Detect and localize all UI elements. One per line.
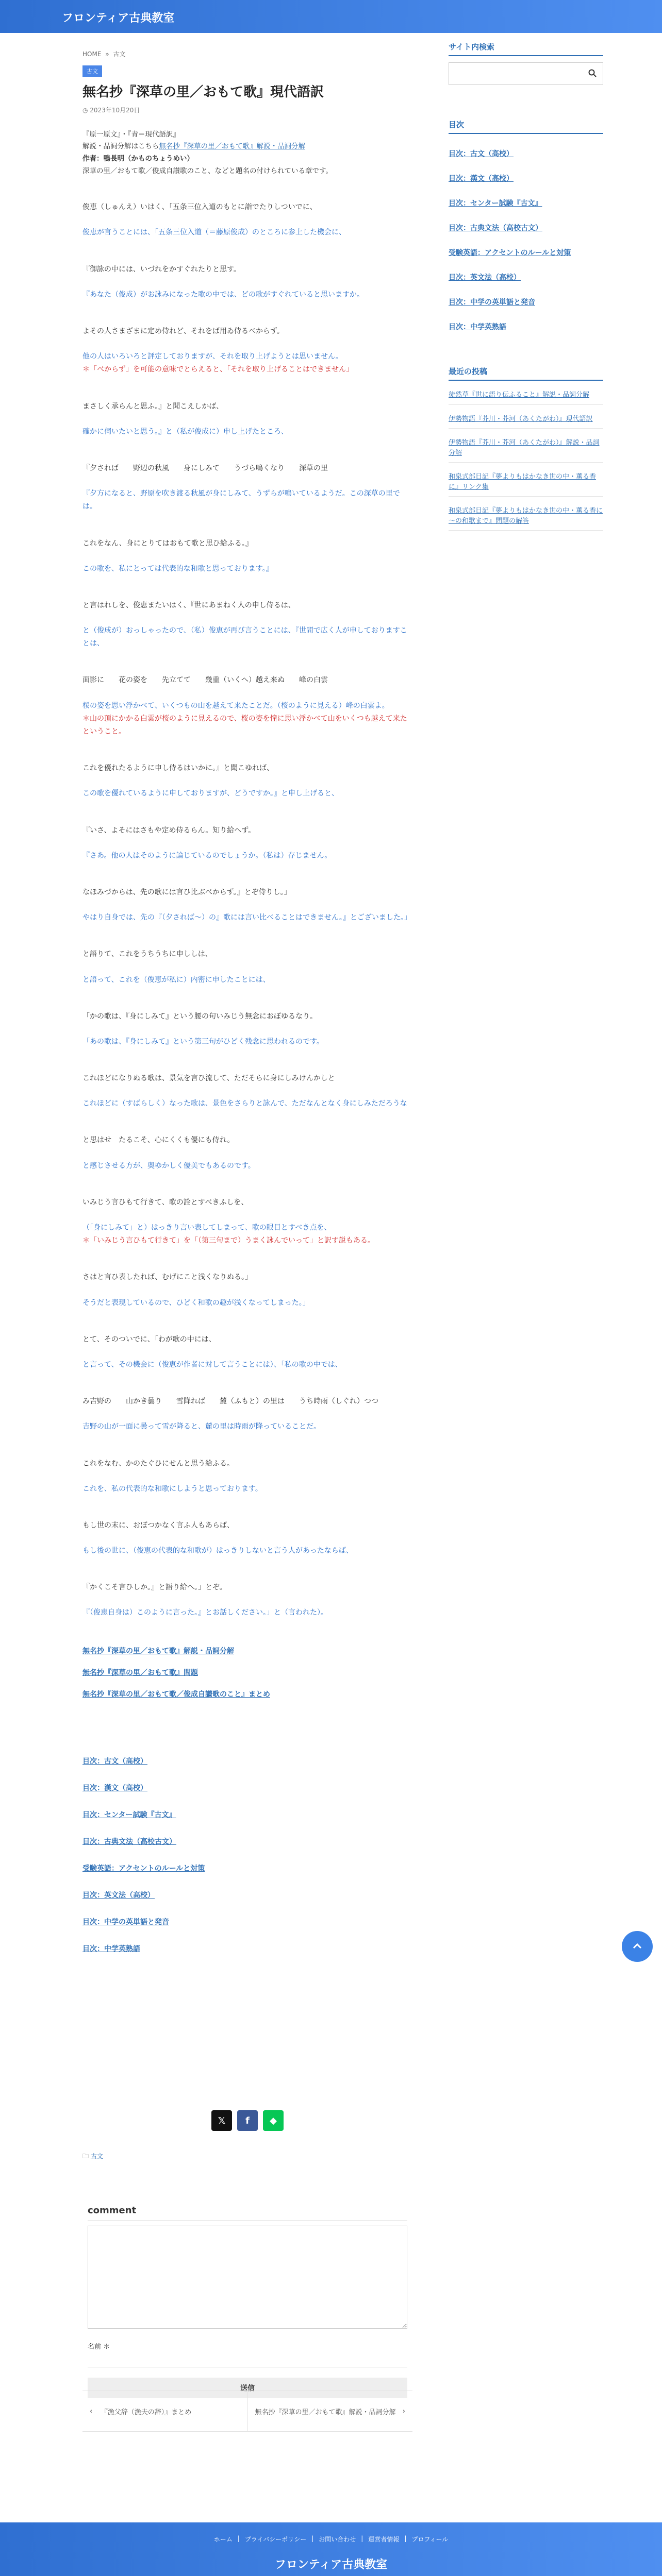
- translation-text: 他の人はいろいろと評定しておりますが、それを取り上げようとは思いません。: [82, 352, 343, 361]
- original-text: なほみづからは、先の歌には言ひ比ぶべからず。』とぞ侍りし。」: [82, 888, 291, 896]
- share-facebook-button[interactable]: f: [237, 2110, 258, 2131]
- translation-text: 確かに伺いたいと思う。』と（私が俊成に）申し上げたところ、: [82, 427, 288, 436]
- name-label: 名前 ＊: [88, 2343, 110, 2351]
- search-icon[interactable]: [588, 69, 597, 77]
- toc-link[interactable]: 目次：英文法（高校）: [82, 1891, 155, 1900]
- translation-text: 『さあ。他の人はそのように論じているのでしょうか。（私は）存じません。: [82, 851, 332, 860]
- original-text: 「かの歌は、『身にしみて』という腰の句いみじう無念におぼゆるなり。: [82, 1012, 317, 1021]
- original-text: と言はれしを、俊恵またいはく、『世にあまねく人の申し侍るは、: [82, 601, 295, 609]
- text-pair: [82, 762, 412, 800]
- text-pair: [82, 1395, 412, 1433]
- sidebar-toc: [449, 116, 603, 332]
- article-links: [82, 1646, 412, 1699]
- post-navigation: [82, 2391, 412, 2432]
- next-post-title: 無名抄『深草の里／おもて歌』解説・品詞分解: [255, 2408, 396, 2416]
- toc-link[interactable]: 目次：中学の英単語と発音: [82, 1918, 169, 1926]
- footer-link-contact[interactable]: お問い合わせ: [319, 2536, 356, 2543]
- post-date: [82, 106, 412, 114]
- annotation-note: ＊山の頂にかかる白雲が桜のように見えるので、桜の姿を憧に思い浮かべて山をいくつも越えて来たということ。: [82, 714, 407, 736]
- sidebar-toc-link[interactable]: 目次：中学英熟語: [449, 323, 506, 331]
- clock-icon: ◷: [82, 106, 90, 114]
- toc-link[interactable]: 受験英語：アクセントのルールと対策: [82, 1864, 205, 1873]
- text-pair: [82, 824, 412, 862]
- text-pair: [82, 462, 412, 514]
- text-pairs: [82, 201, 412, 1619]
- translation-text: 桜の姿を思い浮かべて、いくつもの山を越えて来たことだ。（桜のように見える）峰の白雲よ。: [82, 701, 389, 710]
- translation-text: 『（俊恵自身は）このように言った。』とお話しください。」と（言われた）。: [82, 1608, 328, 1617]
- search-box: [449, 62, 603, 85]
- original-text: と語りて、これをうちうちに申ししは、: [82, 950, 212, 959]
- original-text: 面影に 花の姿を 先立てて 幾重（いくへ）越え来ぬ 峰の白雲: [82, 676, 328, 685]
- main-content: [82, 49, 412, 1970]
- scroll-top-button[interactable]: [622, 1931, 653, 1962]
- original-text: まさしく承らんと思ふ。』と聞こえしかば、: [82, 402, 224, 411]
- share-x-button[interactable]: 𝕏: [211, 2110, 232, 2131]
- text-pair: [82, 1271, 412, 1309]
- breadcrumb-separator: »: [105, 50, 109, 58]
- text-pair: [82, 599, 412, 651]
- translation-text: この歌を優れているように申しておりますが、どうですか。』と申し上げると、: [82, 789, 339, 798]
- text-pair: [82, 948, 412, 986]
- text-pair: [82, 1581, 412, 1619]
- breadcrumb-category[interactable]: 古文: [113, 50, 126, 58]
- footer-link-privacy[interactable]: プライバシーポリシー: [244, 2536, 307, 2543]
- recent-post-link[interactable]: 和泉式部日記『夢よりもはかなき世の中・薫る香に～の和歌まで』問題の解答: [449, 506, 603, 531]
- post-date-text: 2023年10月20日: [90, 106, 140, 114]
- text-pair: [82, 1134, 412, 1172]
- sidebar-recent-heading: 最近の投稿: [449, 363, 603, 381]
- annotation-note: ＊「べからず」を可能の意味でとらえると、「それを取り上げることはできません」: [82, 365, 353, 374]
- text-pair: [82, 1010, 412, 1048]
- original-text: 俊恵（しゅんえ）いはく、「五条三位入道のもとに詣でたりしついでに、: [82, 203, 317, 212]
- text-pair: [82, 1458, 412, 1496]
- text-pair: [82, 674, 412, 738]
- intro-link-line: [82, 141, 412, 153]
- original-text: これをなむ、かのたぐひにせんと思う給ふる。: [82, 1459, 234, 1468]
- translation-text: これを、私の代表的な和歌にしようと思っております。: [82, 1484, 262, 1493]
- text-pair: [82, 325, 412, 377]
- text-pair: [82, 1196, 412, 1248]
- comment-title: comment: [88, 2205, 407, 2221]
- recent-post-link[interactable]: 和泉式部日記『夢よりもはかなき世の中・薫る香に』リンク集: [449, 472, 603, 497]
- intro-link-prefix: 解説・品詞分解はこちら: [82, 142, 159, 151]
- site-title[interactable]: フロンティア古典教室: [62, 12, 175, 25]
- original-text: よその人さまざまに定め侍れど、それをば用ゐ侍るべからず。: [82, 327, 284, 336]
- prev-post-title: 『漁父辞（漁夫の辞）』まとめ: [101, 2408, 192, 2416]
- text-pair: [82, 263, 412, 301]
- toc-link[interactable]: 目次：古文（高校）: [82, 1757, 147, 1766]
- sidebar-toc-link[interactable]: 目次：英文法（高校）: [449, 274, 521, 282]
- sidebar: [449, 38, 603, 531]
- toc-link[interactable]: 目次：漢文（高校）: [82, 1784, 147, 1792]
- translation-text: と（俊成が）おっしゃったので、（私）俊恵が再び言うことには、『世間で広く人が申しておりますことは、: [82, 626, 407, 648]
- text-pair: [82, 537, 412, 575]
- comment-form: [88, 2205, 407, 2398]
- toc-links: [82, 1756, 412, 1954]
- prev-post-link[interactable]: [82, 2391, 247, 2431]
- translation-text: この歌を、私にとっては代表的な和歌と思っております。』: [82, 564, 273, 573]
- sidebar-recent: [449, 363, 603, 531]
- tag-link[interactable]: 古文: [90, 2153, 103, 2160]
- translation-text: 『あなた（俊成）がお詠みになった歌の中では、どの歌がすぐれていると思いますか。: [82, 290, 364, 299]
- breadcrumb: [82, 49, 412, 58]
- original-text: 『御詠の中には、いづれをかすぐれたりと思す。: [82, 265, 241, 274]
- search-input[interactable]: [449, 63, 603, 84]
- text-pair: [82, 1519, 412, 1557]
- footer-links: [0, 2535, 662, 2544]
- translation-text: 吉野の山が一面に曇って雪が降ると、麓の里は時雨が降っていることだ。: [82, 1422, 321, 1431]
- translation-text: と語って、これを（俊恵が私に）内密に申したことには、: [82, 975, 270, 984]
- text-pair: [82, 1333, 412, 1371]
- translation-text: 「あの歌は、『身にしみて』という第三句がひどく残念に思われるのです。: [82, 1037, 324, 1046]
- share-line-button[interactable]: ◆: [263, 2110, 284, 2131]
- footer-link-operator[interactable]: 運営者情報: [368, 2536, 400, 2543]
- sidebar-toc-link[interactable]: 目次：中学の英単語と発音: [449, 298, 535, 307]
- original-text: 『夕されば 野辺の秋風 身にしみて うづら鳴くなり 深草の里: [82, 464, 328, 472]
- folder-icon: 🗀: [82, 2153, 91, 2160]
- footer-link-profile[interactable]: プロフィール: [411, 2536, 449, 2543]
- chevron-left-icon: ‹: [90, 2407, 101, 2415]
- translation-text: 俊恵が言うことには、「五条三位入道（＝藤原俊成）のところに参上した機会に、: [82, 228, 346, 237]
- text-pair: [82, 201, 412, 239]
- recent-post-link[interactable]: 伊勢物語『芥川・芥河（あくたがわ）』現代語訳: [449, 414, 603, 429]
- chevron-up-icon: [632, 1941, 643, 1952]
- site-footer: [0, 2522, 662, 2576]
- translation-text: もし後の世に、（俊恵の代表的な和歌が）はっきりしないと言う人があったならば、: [82, 1547, 353, 1555]
- toc-link[interactable]: 目次：古典文法（高校古文）: [82, 1837, 176, 1846]
- footer-separator: |: [237, 2535, 240, 2542]
- name-input[interactable]: [88, 2355, 407, 2367]
- original-text: み吉野の 山かき曇り 雪降れば 麓（ふもと）の里は うち時雨（しぐれ）つつ: [82, 1397, 378, 1406]
- toc-link[interactable]: 目次：センター試験『古文』: [82, 1810, 176, 1819]
- sidebar-toc-link[interactable]: 目次：漢文（高校）: [449, 175, 514, 183]
- breadcrumb-home[interactable]: HOME: [82, 50, 102, 58]
- sidebar-toc-link[interactable]: 目次：センター試験『古文』: [449, 199, 542, 208]
- next-post-link[interactable]: [247, 2391, 413, 2431]
- footer-separator: |: [311, 2535, 314, 2542]
- original-text: これほどになりぬる歌は、景気を言ひ流して、ただそらに身にしみけんかしと: [82, 1074, 335, 1083]
- translation-text: やはり自身では、先の『（夕されば～）の』歌には言い比べることはできません。』とございました。」: [82, 913, 411, 922]
- article-link-commentary[interactable]: 無名抄『深草の里／おもて歌』解説・品詞分解: [82, 1647, 234, 1655]
- post-tags: [82, 2151, 103, 2162]
- article-link-questions[interactable]: 無名抄『深草の里／おもて歌』問題: [82, 1668, 198, 1677]
- translation-text: （「身にしみて」と）はっきり言い表してしまって、歌の眼目とすべき点を、: [82, 1224, 332, 1232]
- translation-text: 『夕方になると、野原を吹き渡る秋風が身にしみて、うずらが鳴いているようだ。この深草の里では。: [82, 489, 400, 511]
- intro-description: 深草の里／おもて歌／俊成自讃歌のこと、などと題名の付けられている章です。: [82, 166, 333, 175]
- intro: [82, 129, 412, 178]
- text-pair: [82, 400, 412, 438]
- translation-text: と言って、その機会に（俊恵が作者に対して言うことには）、「私の歌の中では、: [82, 1360, 342, 1369]
- footer-link-home[interactable]: ホーム: [213, 2536, 233, 2543]
- recent-post-link[interactable]: 伊勢物語『芥川・芥河（あくたがわ）』解説・品詞分解: [449, 438, 603, 463]
- text-pair: [82, 1072, 412, 1110]
- translation-text: これほどに（すばらしく）なった歌は、景色をさらりと詠んで、ただなんとなく身にしみただろうな: [82, 1099, 407, 1108]
- footer-site-title[interactable]: フロンティア古典教室: [274, 2558, 388, 2571]
- original-text: いみじう言ひもて行きて、歌の詮とすべきふしを、: [82, 1198, 249, 1207]
- original-text: これをなん、身にとりてはおもて歌と思ひ給ふる。』: [82, 539, 253, 548]
- translation-text: そうだと表現しているので、ひどく和歌の趣が浅くなってしまった。」: [82, 1298, 310, 1307]
- intro-legend: 『原一原文』・『青＝現代語訳』: [82, 130, 180, 139]
- original-text: と思はせ たるこそ、心にくくも優にも侍れ。: [82, 1136, 235, 1145]
- translation-text: と感じさせる方が、奥ゆかしく優美でもあるのです。: [82, 1161, 255, 1170]
- intro-link[interactable]: 無名抄『深草の里／おもて歌』解説・品詞分解: [159, 142, 305, 151]
- sidebar-toc-link[interactable]: 目次：古文（高校）: [449, 150, 514, 158]
- sidebar-toc-heading: 目次: [449, 116, 603, 134]
- article-link-summary[interactable]: 無名抄『深草の里／おもて歌／俊成自讃歌のこと』まとめ: [82, 1690, 270, 1699]
- submit-button[interactable]: 送信: [88, 2378, 407, 2398]
- sidebar-toc-link[interactable]: 目次：古典文法（高校古文）: [449, 224, 542, 232]
- page-title: 無名抄『深草の里／おもて歌』現代語訳: [82, 84, 324, 100]
- annotation-note: ＊「いみじう言ひもて行きて」を「（第三句まで）うまく詠んでいって」と訳す説もある。: [82, 1236, 375, 1245]
- share-buttons: [211, 2110, 284, 2131]
- footer-separator: |: [404, 2535, 407, 2542]
- toc-link[interactable]: 目次：中学英熟語: [82, 1944, 140, 1953]
- author-line: 作者：鴨長明（かものちょうめい）: [82, 155, 194, 163]
- original-text: とて、そのついでに、「わが歌の中には、: [82, 1335, 216, 1344]
- chevron-right-icon: ›: [402, 2407, 405, 2415]
- sidebar-search-heading: サイト内検索: [449, 38, 603, 56]
- original-text: これを優れたるように申し侍るはいかに。』と聞こゆれば、: [82, 764, 274, 773]
- footer-separator: |: [361, 2535, 363, 2542]
- text-pair: [82, 886, 412, 924]
- sidebar-toc-link[interactable]: 受験英語：アクセントのルールと対策: [449, 249, 571, 257]
- original-text: さはと言ひ表したれば、むげにこと浅くなりぬる。」: [82, 1273, 252, 1282]
- comment-textarea[interactable]: [88, 2226, 407, 2329]
- recent-post-link[interactable]: 徒然草『世に語り伝ふること』解説・品詞分解: [449, 390, 603, 405]
- category-badge[interactable]: 古文: [82, 65, 102, 77]
- original-text: もし世の末に、おぼつかなく言ふ人もあらば、: [82, 1521, 234, 1530]
- original-text: 『かくこそ言ひしか。』と語り給へ。」とぞ。: [82, 1583, 227, 1592]
- original-text: 『いさ、よそにはさもや定め侍るらん。知り給へず。: [82, 826, 256, 835]
- site-header: [0, 0, 662, 33]
